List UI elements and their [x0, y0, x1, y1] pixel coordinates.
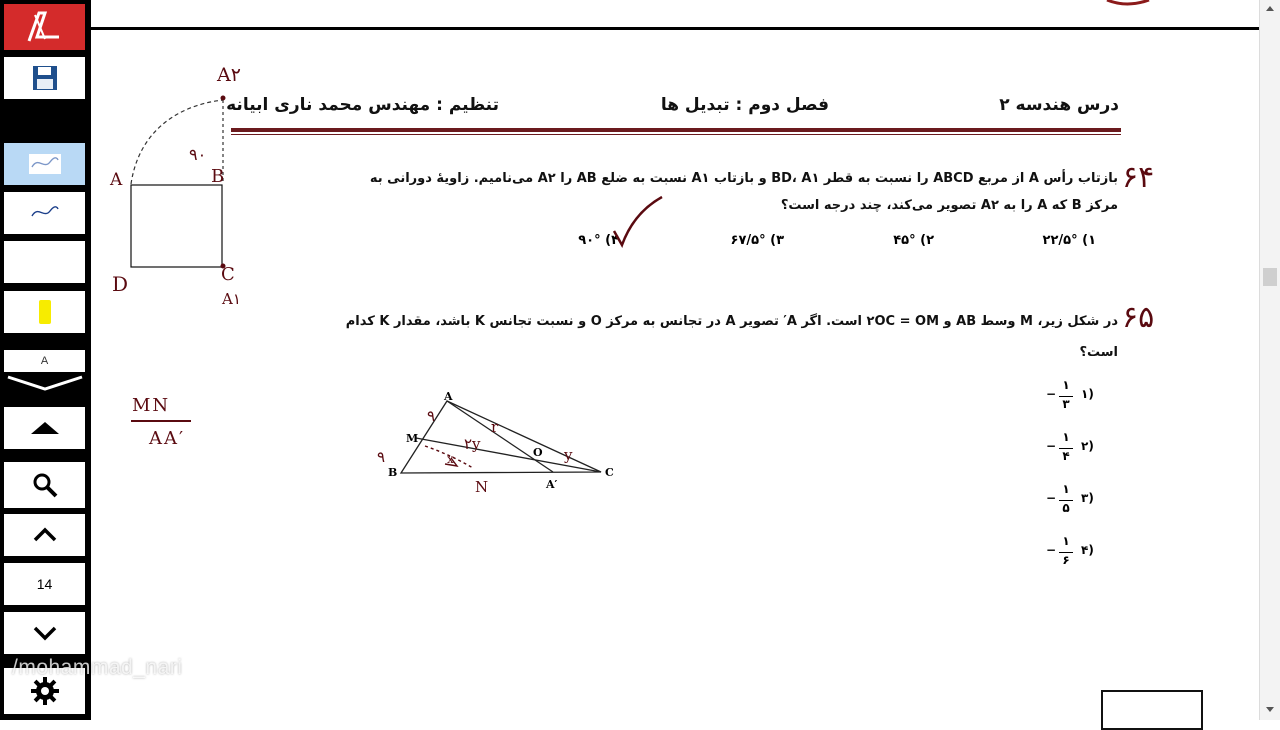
question-65-line-1: در شکل زیر، M وسط AB و ۲OC = OM است. اگر A′ تصویر A در تجانس به مرکز O و نسبت تجانس K باشد، مقدار K کدام	[345, 314, 1118, 329]
document-page	[91, 0, 1259, 720]
scroll-top-button[interactable]	[4, 407, 85, 449]
note-nine: ۹	[377, 448, 386, 466]
option-label: ۲)	[1081, 439, 1094, 453]
figure-label-m: M	[406, 432, 419, 445]
answer-checkmark-icon	[606, 193, 666, 253]
top-page-rule	[91, 27, 1259, 30]
figure-label-a: A	[444, 390, 453, 403]
question-64-option-4: ۴) ۹۰°	[578, 233, 619, 248]
app-logo-button[interactable]	[4, 4, 85, 50]
note-angle-90: ۹۰	[189, 145, 207, 164]
save-button[interactable]	[4, 57, 85, 99]
question-64-option-2: ۲) ۴۵°	[893, 233, 934, 248]
header-rule-thick	[231, 128, 1121, 132]
note-a1: A۱	[222, 290, 241, 308]
note-x: x	[447, 452, 454, 466]
question-65-option-4	[1046, 534, 1096, 574]
option-label: ۳)	[1081, 491, 1094, 505]
ratio-bar	[131, 420, 191, 422]
floppy-disk-icon	[31, 64, 59, 92]
option-sign: −	[1046, 543, 1057, 557]
ratio-numerator: MN	[132, 395, 171, 416]
pen-dark-blue-tool[interactable]	[4, 192, 85, 234]
triangle-up-icon	[30, 421, 60, 435]
page-number-display	[4, 563, 85, 605]
pen-stroke-dark-icon	[20, 201, 70, 225]
logo-fragment-icon	[1103, 0, 1153, 8]
left-toolbar	[0, 0, 91, 720]
question-64-option-3: ۳) ۶۷/۵°	[730, 233, 784, 248]
next-section-box	[1101, 690, 1203, 730]
note-n: N	[475, 478, 489, 496]
watermark-text: /mohammad_nari	[12, 656, 183, 679]
option-numerator: ۱	[1062, 534, 1070, 548]
pen-logo-icon	[15, 7, 75, 47]
pen-light-blue-tool[interactable]	[4, 143, 85, 185]
search-button[interactable]	[4, 462, 85, 508]
note-a: ۹	[427, 407, 436, 425]
eraser-tool[interactable]	[4, 241, 85, 283]
question-65-line-2: است؟	[1079, 345, 1118, 360]
segment-m-to-c	[416, 438, 601, 472]
question-65-handwritten-number: ۶۵	[1122, 300, 1155, 335]
question-64-handwritten-number: ۶۴	[1122, 160, 1155, 195]
question-64-option-1: ۱) ۲۲/۵°	[1042, 233, 1096, 248]
search-icon	[32, 472, 58, 498]
page-number: 14	[36, 576, 53, 592]
option-numerator: ۱	[1062, 482, 1070, 496]
option-sign: −	[1046, 387, 1057, 401]
note-2y: ۲y	[464, 435, 481, 453]
page-up-button[interactable]	[4, 514, 85, 556]
gear-icon	[30, 676, 60, 706]
highlighter-yellow-tool[interactable]	[4, 291, 85, 333]
option-sign: −	[1046, 439, 1057, 453]
option-numerator: ۱	[1062, 378, 1070, 392]
segment-a-to-aprime	[447, 401, 553, 472]
figure-label-b: B	[388, 466, 398, 479]
ratio-denominator: AA′	[149, 428, 186, 449]
chevron-down-icon	[32, 625, 58, 641]
pen-stroke-light-icon	[20, 152, 70, 176]
note-square-a: A	[110, 170, 123, 190]
figure-label-c: C	[605, 466, 614, 479]
author-title: تنظیم : مهندس محمد ناری ابیانه	[226, 95, 499, 115]
scroll-down-arrow-icon[interactable]	[1265, 706, 1275, 714]
page-down-button[interactable]	[4, 612, 85, 654]
note-a2: A۲	[217, 64, 241, 86]
note-square-c: C	[221, 264, 235, 285]
option-numerator: ۱	[1062, 430, 1070, 444]
chevron-up-icon	[32, 527, 58, 543]
figure-label-a-prime: A′	[546, 478, 558, 491]
option-denominator: ۶	[1059, 552, 1073, 567]
option-label: ۱)	[1081, 387, 1094, 401]
option-sign: −	[1046, 491, 1057, 505]
question-65-option-2	[1046, 430, 1096, 470]
header-rule-thin	[231, 134, 1121, 135]
chevron-wide-down-icon	[6, 373, 84, 393]
note-square-b: B	[211, 166, 225, 187]
note-r: r	[491, 418, 499, 436]
question-65-option-1	[1046, 378, 1096, 418]
note-y: y	[564, 446, 573, 464]
course-title: درس هندسه ۲	[999, 95, 1119, 115]
option-denominator: ۵	[1059, 500, 1073, 515]
scroll-up-arrow-icon[interactable]	[1265, 4, 1275, 12]
collapse-button[interactable]	[6, 373, 84, 393]
question-65-option-3	[1046, 482, 1096, 522]
text-a-icon: A	[40, 355, 49, 367]
chapter-title: فصل دوم : تبدیل ها	[660, 95, 829, 115]
question-64-line-1: بازتاب رأس A از مربع ABCD را نسبت به قطر BD، A۱ و بازتاب A۱ نسبت به ضلع AB را A۲ می‌نامیم. زاویهٔ دورانی به	[369, 171, 1118, 186]
option-label: ۴)	[1081, 543, 1094, 557]
yellow-highlighter-icon	[38, 299, 52, 325]
note-square-d: D	[112, 272, 129, 296]
scroll-thumb[interactable]	[1263, 268, 1277, 286]
option-denominator: ۴	[1059, 448, 1073, 463]
figure-label-o: O	[533, 446, 543, 459]
text-tool[interactable]	[4, 350, 85, 372]
option-denominator: ۳	[1059, 396, 1073, 411]
vertical-scrollbar[interactable]	[1259, 0, 1280, 720]
question-64-line-2: مرکز B که A را به A۲ تصویر می‌کند، چند درجه است؟	[780, 198, 1118, 213]
